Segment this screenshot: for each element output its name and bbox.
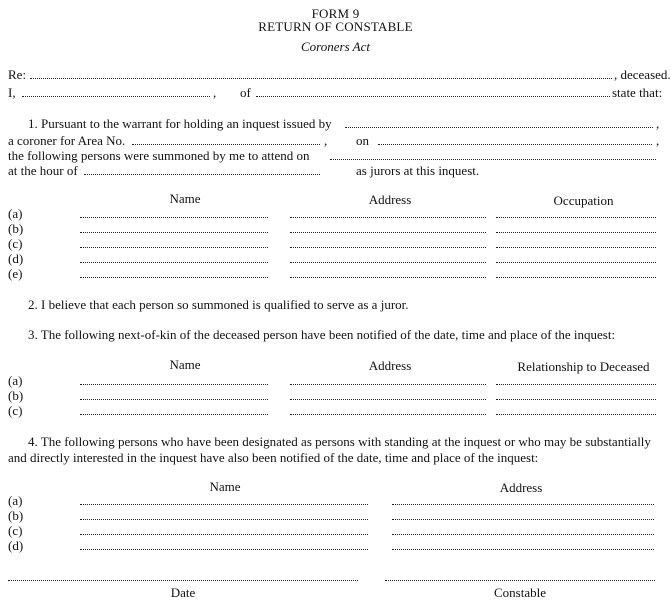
row-field-3[interactable] bbox=[496, 414, 656, 415]
row-field-3[interactable] bbox=[496, 247, 656, 248]
t1-header-occupation: Occupation bbox=[553, 193, 614, 208]
row-field-3[interactable] bbox=[496, 399, 656, 400]
form-number: FORM 9 bbox=[311, 6, 360, 21]
para1-line2-end: , bbox=[656, 133, 660, 148]
attend-date-field[interactable] bbox=[330, 159, 656, 160]
row-field-1[interactable] bbox=[80, 232, 268, 233]
para1-line4: at the hour of bbox=[8, 163, 78, 178]
warrant-issuer-field[interactable] bbox=[345, 127, 653, 128]
row-label: (e) bbox=[8, 266, 23, 281]
constable-signature-field[interactable] bbox=[385, 580, 655, 581]
row-field-1[interactable] bbox=[80, 414, 268, 415]
row-label: (b) bbox=[8, 221, 24, 236]
row-field-2[interactable] bbox=[290, 217, 486, 218]
row-label: (c) bbox=[8, 236, 23, 251]
para1-line4-end: as jurors at this inquest. bbox=[356, 163, 480, 178]
act-name: Coroners Act bbox=[301, 39, 370, 54]
row-label: (c) bbox=[8, 523, 23, 538]
row-field-2[interactable] bbox=[392, 549, 654, 550]
row-field-2[interactable] bbox=[290, 399, 486, 400]
issue-date-field[interactable] bbox=[378, 144, 652, 145]
row-field-1[interactable] bbox=[80, 399, 268, 400]
re-label: Re: bbox=[8, 67, 27, 82]
row-label: (d) bbox=[8, 538, 24, 553]
row-field-2[interactable] bbox=[290, 384, 486, 385]
deceased-name-field[interactable] bbox=[30, 78, 612, 79]
row-field-3[interactable] bbox=[496, 217, 656, 218]
row-label: (b) bbox=[8, 508, 24, 523]
row-field-3[interactable] bbox=[496, 277, 656, 278]
row-field-2[interactable] bbox=[290, 247, 486, 248]
row-field-1[interactable] bbox=[80, 262, 268, 263]
row-label: (a) bbox=[8, 206, 23, 221]
row-field-2[interactable] bbox=[290, 277, 486, 278]
on-label: on bbox=[356, 133, 369, 148]
para2: 2. I believe that each person so summoned is qualified to serve as a juror. bbox=[28, 297, 409, 312]
para4-line2: and directly interested in the inquest have also been notified of the date, time and place of the inquest: bbox=[8, 450, 539, 465]
row-field-2[interactable] bbox=[290, 232, 486, 233]
area-number-field[interactable] bbox=[132, 144, 320, 145]
para4-line1: 4. The following persons who have been designated as persons with standing at the inquest or who may be substantially bbox=[28, 434, 651, 449]
row-label: (a) bbox=[8, 493, 23, 508]
row-field-2[interactable] bbox=[392, 519, 654, 520]
date-label: Date bbox=[170, 585, 196, 600]
row-field-1[interactable] bbox=[80, 384, 268, 385]
para1-line1: 1. Pursuant to the warrant for holding an inquest issued by bbox=[28, 116, 332, 131]
t1-header-name: Name bbox=[169, 191, 201, 206]
row-field-1[interactable] bbox=[80, 534, 368, 535]
constable-name-field[interactable] bbox=[22, 96, 210, 97]
row-field-3[interactable] bbox=[496, 384, 656, 385]
row-field-1[interactable] bbox=[80, 217, 268, 218]
row-label: (c) bbox=[8, 403, 23, 418]
date-signature-field[interactable] bbox=[8, 580, 358, 581]
t2-header-name: Name bbox=[169, 357, 201, 372]
para1-line2: a coroner for Area No. bbox=[8, 133, 126, 148]
t3-header-name: Name bbox=[209, 479, 241, 494]
row-field-1[interactable] bbox=[80, 277, 268, 278]
t1-header-address: Address bbox=[368, 192, 412, 207]
para1-line1-end: , bbox=[656, 116, 660, 131]
row-field-1[interactable] bbox=[80, 247, 268, 248]
para3: 3. The following next-of-kin of the deceased person have been notified of the date, time and place of the inquest: bbox=[28, 327, 616, 342]
of-label: of bbox=[240, 85, 251, 100]
row-field-1[interactable] bbox=[80, 519, 368, 520]
row-label: (b) bbox=[8, 388, 24, 403]
name-comma: , bbox=[213, 85, 217, 100]
row-label: (a) bbox=[8, 373, 23, 388]
constable-address-field[interactable] bbox=[256, 96, 610, 97]
state-label: state that: bbox=[612, 85, 663, 100]
hour-field[interactable] bbox=[84, 174, 320, 175]
row-field-3[interactable] bbox=[496, 262, 656, 263]
row-field-2[interactable] bbox=[392, 504, 654, 505]
constable-label: Constable bbox=[494, 585, 546, 600]
row-field-1[interactable] bbox=[80, 549, 368, 550]
para1-line3: the following persons were summoned by me to attend on bbox=[8, 148, 310, 163]
t2-header-address: Address bbox=[368, 358, 412, 373]
t2-header-relationship: Relationship to Deceased bbox=[517, 359, 650, 374]
row-field-3[interactable] bbox=[496, 232, 656, 233]
area-comma: , bbox=[324, 133, 328, 148]
row-label: (d) bbox=[8, 251, 24, 266]
row-field-2[interactable] bbox=[392, 534, 654, 535]
deceased-label: , deceased. bbox=[614, 67, 671, 82]
i-label: I, bbox=[8, 85, 16, 100]
row-field-2[interactable] bbox=[290, 414, 486, 415]
t3-header-address: Address bbox=[499, 480, 543, 495]
form-title: RETURN OF CONSTABLE bbox=[258, 19, 413, 34]
row-field-2[interactable] bbox=[290, 262, 486, 263]
row-field-1[interactable] bbox=[80, 504, 368, 505]
